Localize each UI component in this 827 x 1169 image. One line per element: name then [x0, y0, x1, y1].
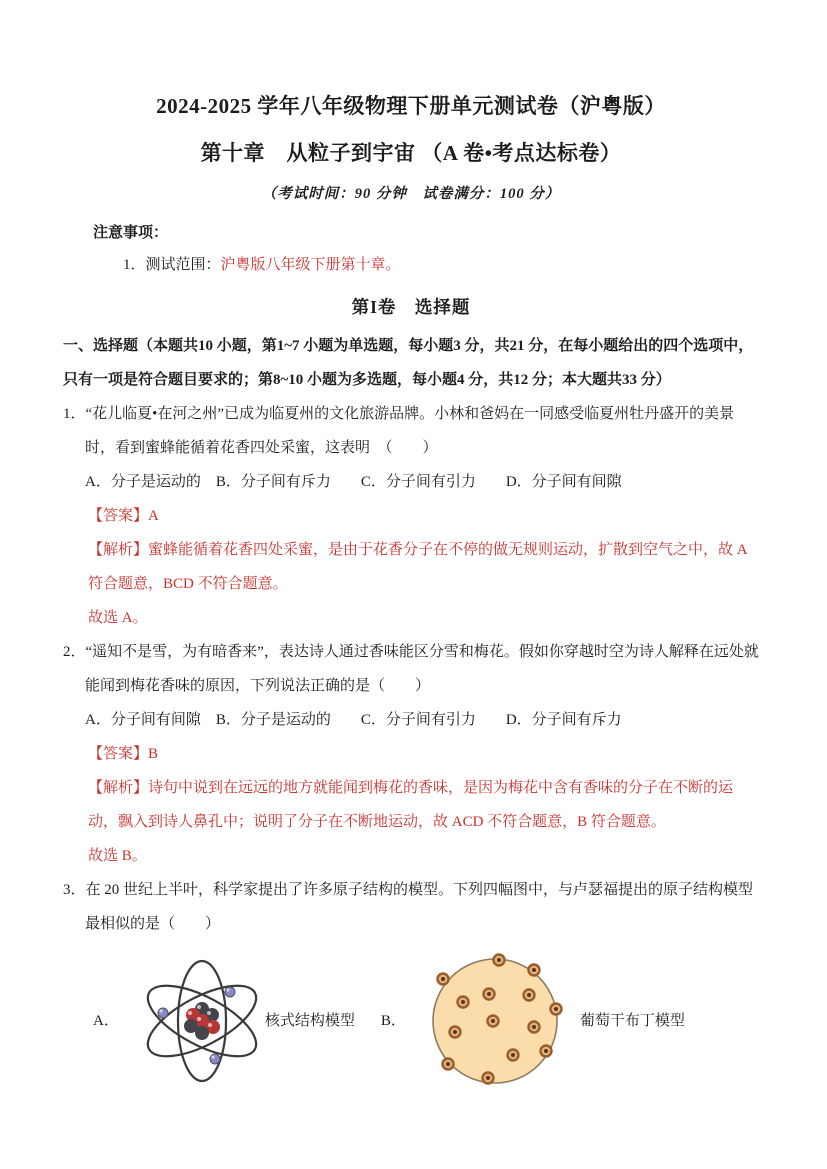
- figure-option-a: [93, 947, 355, 1095]
- figure-a-caption: 核式结构模型: [264, 1013, 355, 1029]
- question-3-number: 3．: [63, 882, 86, 898]
- nucleus: [184, 1002, 220, 1040]
- pudding-model-icon: [420, 947, 570, 1095]
- figure-option-b: [381, 947, 685, 1095]
- exam-time-info: （考试时间：90 分钟 试卷满分：100 分）: [261, 186, 561, 202]
- question-1-number: 1．: [63, 406, 86, 422]
- atom-model-icon: [127, 947, 277, 1095]
- figure-b-caption: 葡萄干布丁模型: [579, 1013, 685, 1029]
- question-3-stem: [63, 873, 759, 941]
- question-2-analysis: [88, 771, 759, 839]
- question-2-conclusion: 故选 B。: [88, 848, 147, 864]
- answer-label: 【答案】: [88, 746, 149, 762]
- page-title: 2024-2025 学年八年级物理下册单元测试卷（沪粤版）: [156, 94, 666, 118]
- note-item-1: [123, 249, 759, 281]
- analysis-text: 蜜蜂能循着花香四处采蜜，是由于花香分子在不停的做无规则运动，扩散到空气之中，故 A 符合题意，BCD 不符合题意。: [88, 542, 747, 592]
- question-1-text: “花儿临夏•在河之州”已成为临夏州的文化旅游品牌。小林和爸妈在一同感受临夏州牡丹盛开的美景 时，看到蜜蜂能循着花香四处采蜜，这表明 （ ）: [85, 406, 735, 456]
- analysis-text: 诗句中说到在远远的地方就能闻到梅花的香味，是因为梅花中含有香味的分子在不断的运动，飘入到诗人鼻孔中；说明了分子在不断地运动，故 ACD 不符合题意，B 符合题意。: [88, 780, 734, 830]
- question-2-answer: [88, 737, 759, 771]
- notes-heading: 注意事项：: [93, 225, 169, 241]
- multiple-choice-instructions: 一、选择题（本题共10 小题，第1~7 小题为单选题，每小题3 分，共21 分，在每小题给出的四个选项中，只有一项是符合题目要求的；第8~10 小题为多选题，每小题4 分，共12 分；本大题共33 分）: [63, 338, 754, 388]
- question-2-text: “遥知不是雪，为有暗香来”，表达诗人通过香味能区分雪和梅花。假如你穿越时空为诗人解释在远处就能闻到梅花香味的原因，下列说法正确的是（ ）: [85, 644, 759, 694]
- question-1: [63, 397, 759, 635]
- question-3-text: 在 20 世纪上半叶，科学家提出了许多原子结构的模型。下列四幅图中，与卢瑟福提出的原子结构模型最相似的是（ ）: [85, 882, 754, 932]
- analysis-label: 【解析】: [88, 780, 149, 796]
- analysis-label: 【解析】: [88, 542, 149, 558]
- note-1-prefix: 1．测试范围：: [123, 257, 221, 273]
- question-2: [63, 635, 759, 873]
- question-1-analysis: [88, 533, 759, 601]
- question-3: [63, 873, 759, 1095]
- answer-value: B: [148, 746, 159, 762]
- section-1-title: 第I卷 选择题: [351, 297, 471, 317]
- question-2-stem: [63, 635, 759, 703]
- question-1-stem: [63, 397, 759, 465]
- figure-b-label: B．: [380, 1013, 406, 1029]
- question-2-options: A．分子间有间隙 B．分子是运动的 C．分子间有引力 D．分子间有斥力: [85, 712, 622, 728]
- question-2-number: 2．: [63, 644, 86, 660]
- answer-value: A: [148, 508, 159, 524]
- figure-a-label: A．: [93, 1013, 119, 1029]
- question-1-conclusion: 故选 A。: [88, 610, 148, 626]
- answer-label: 【答案】: [88, 508, 149, 524]
- note-1-scope: 沪粤版八年级下册第十章。: [220, 257, 401, 273]
- question-1-answer: [88, 499, 759, 533]
- question-1-options: A．分子是运动的 B．分子间有斥力 C．分子间有引力 D．分子间有间隙: [85, 474, 622, 490]
- question-3-figures: [93, 947, 759, 1095]
- chapter-title: 第十章 从粒子到宇宙 （A 卷•考点达标卷）: [200, 141, 622, 165]
